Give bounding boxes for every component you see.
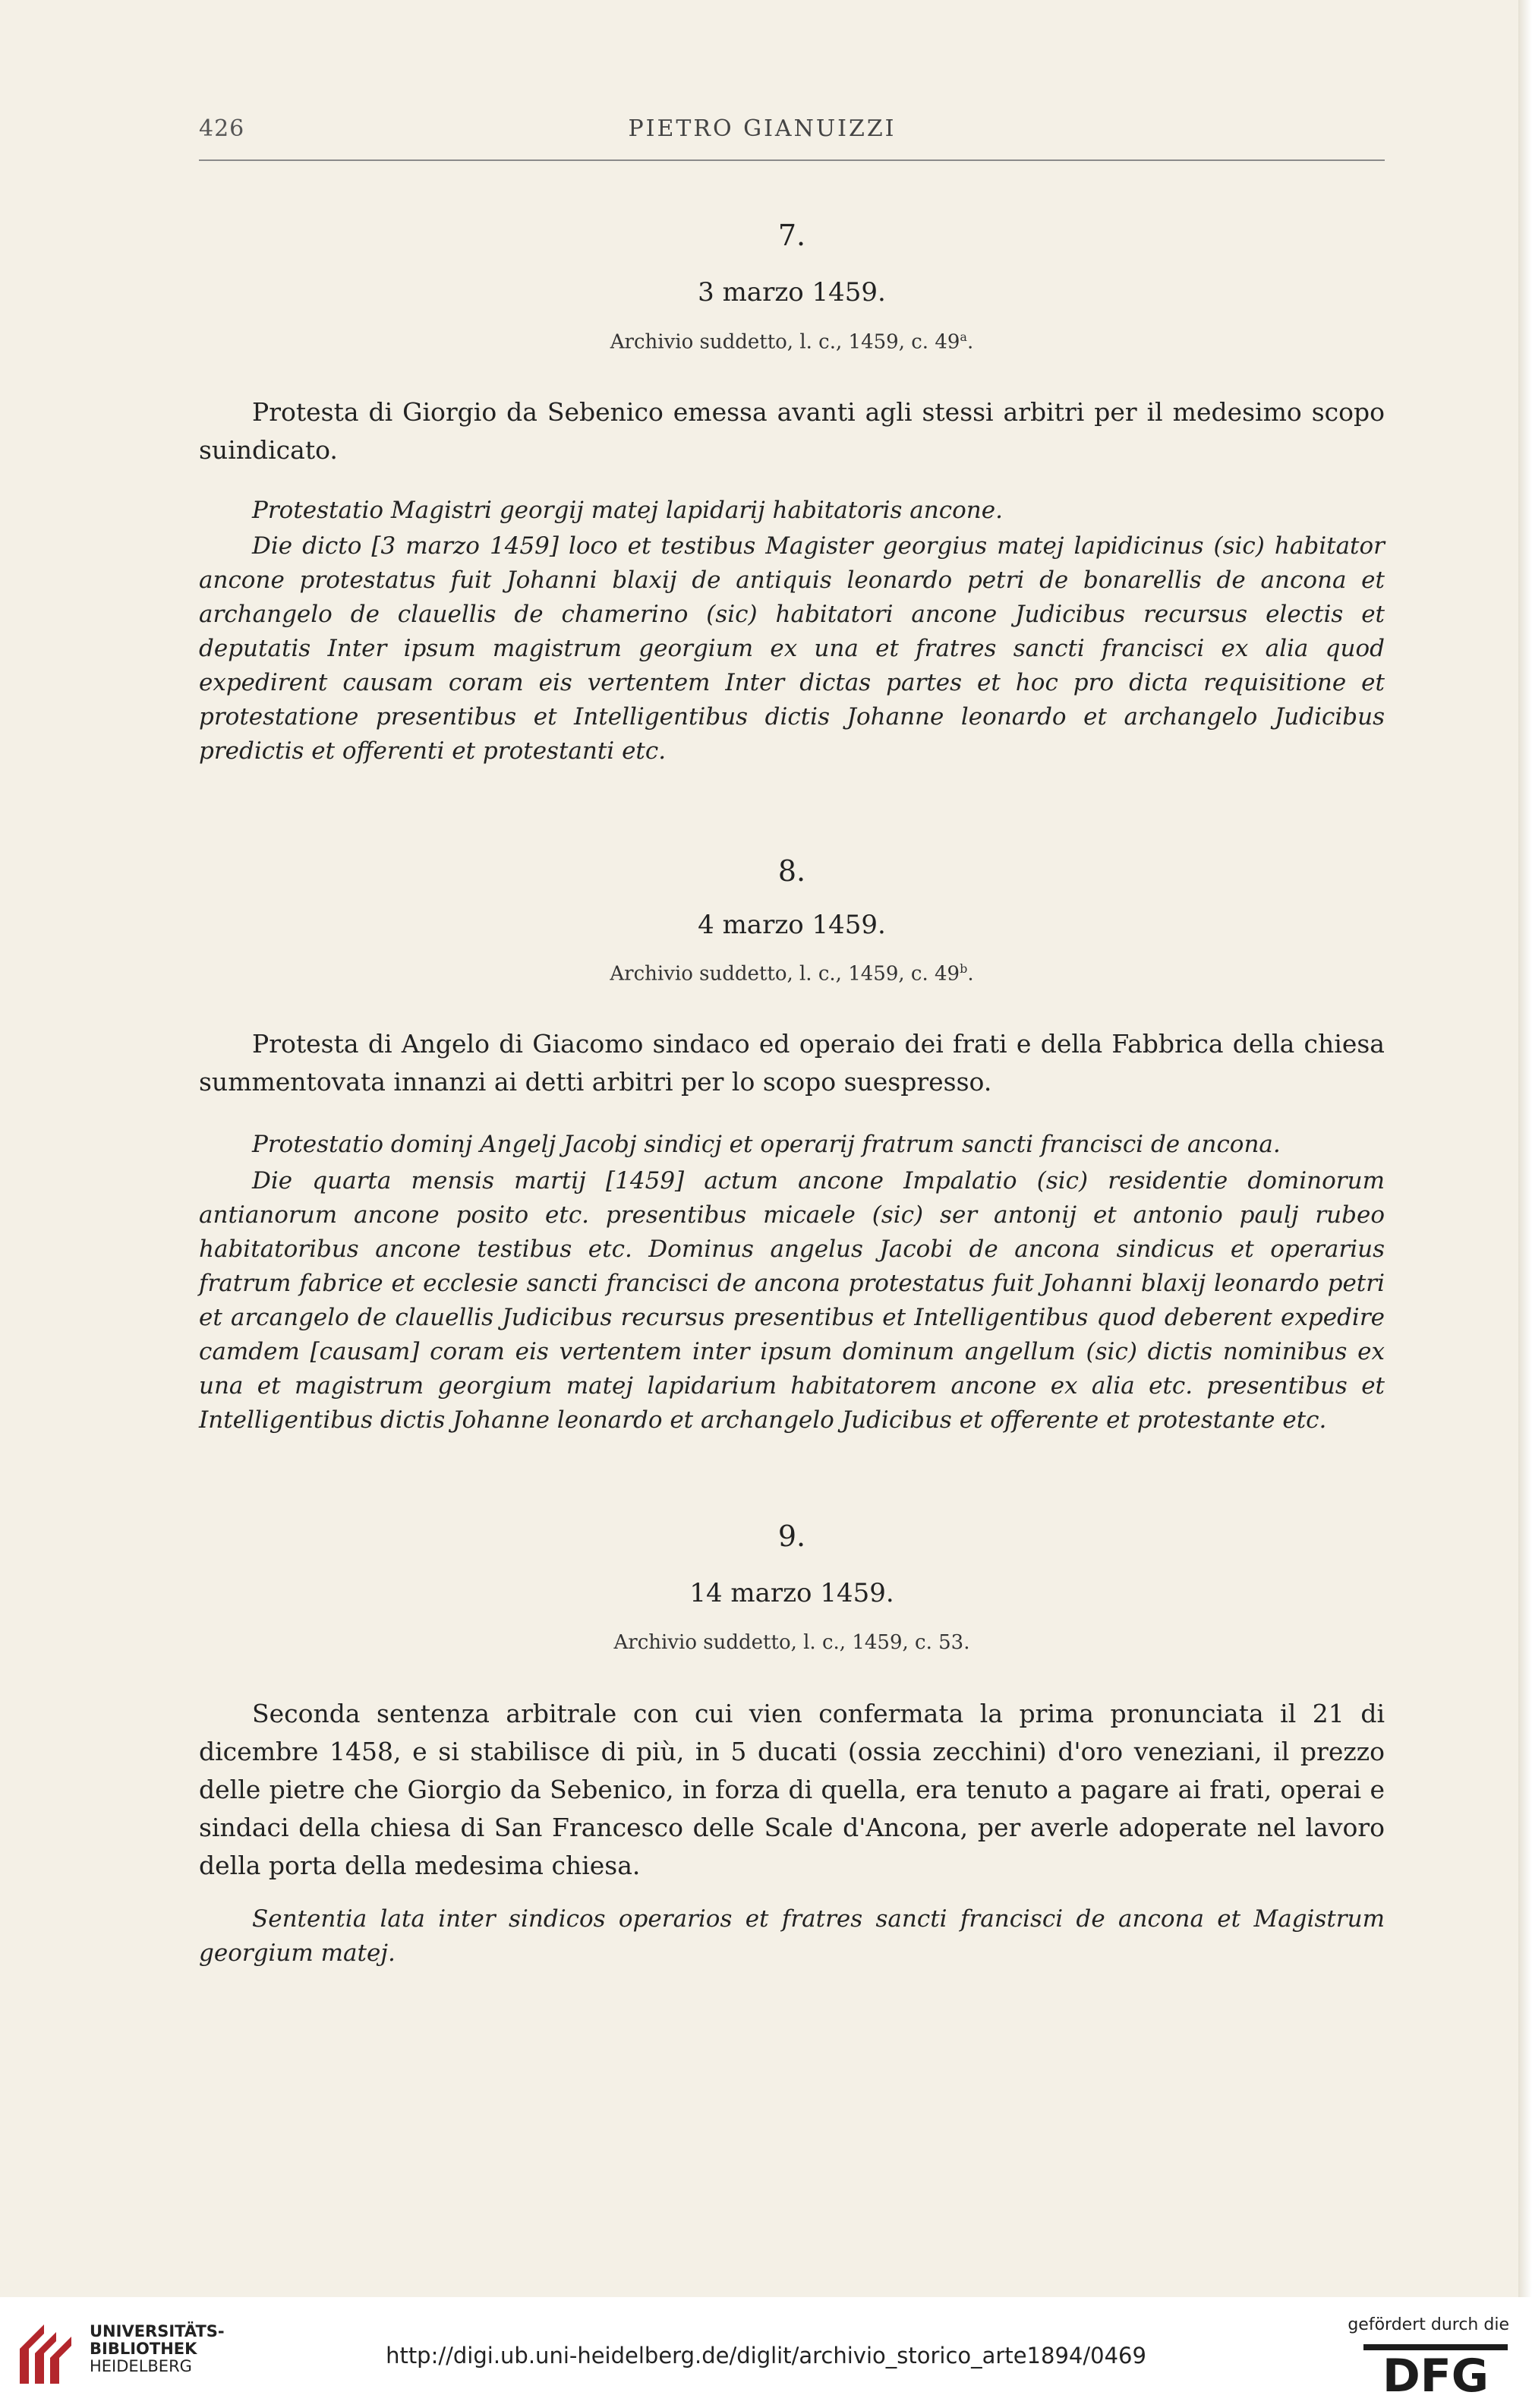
section-9-latin-title: Sententia lata inter sindicos operarios et fratres sancti francisci de ancona et Magistrum georgium matej. [199, 1905, 1385, 1967]
section-9-archive-ref: Archivio suddetto, l. c., 1459, c. 53. [613, 1631, 970, 1654]
page-number: 426 [199, 115, 245, 142]
section-9-date: 14 marzo 1459. [689, 1578, 894, 1608]
section-8-latin-body: Die quarta mensis martij [1459] actum ancone Impalatio (sic) residentie dominorum antianorum ancone posito etc. presentibus micaele (sic) ser antonij et antonio paulj rubeo habitatoribus ancone testibus etc. Dominus angelus Jacobi de ancona sindicus et operarius fratrum fabrice et ecclesie sancti francisci de ancona protestatus fuit Johanni blaxij leonardo petri et arcangelo de clauellis Judicibus recursus presentibus et Intelligentibus quod deberent expedire camdem [causam] coram eis vertentem inter ipsum dominum angellum (sic) dictis nominibus ex una et magistrum georgium matej lapidarium habitatorem ancone ex alia etc. presentibus et Intelligentibus dictis Johanne leonardo et archangelo Judicibus et offerente et protestante etc. [199, 1167, 1385, 1434]
source-url-link[interactable]: http://digi.ub.uni-heidelberg.de/diglit/archivio_storico_arte1894/0469 [386, 2343, 1146, 2369]
section-7-archive-ref: Archivio suddetto, l. c., 1459, c. 49$^a$. [610, 330, 974, 354]
section-8-archive-ref: Archivio suddetto, l. c., 1459, c. 49$^b$. [610, 961, 974, 986]
section-9-number: 9. [777, 1520, 806, 1553]
running-title: PIETRO GIANUIZZI [628, 115, 897, 142]
funding-label: gefördert durch die [1348, 2315, 1509, 2334]
section-8-latin-title: Protestatio dominj Angelj Jacobj sindicj et operarij fratrum sancti francisci de ancona. [252, 1131, 1281, 1158]
section-7-number: 7. [777, 219, 806, 252]
page-header [0, 115, 1524, 161]
section-8-number: 8. [777, 854, 806, 888]
header-rule [199, 159, 1385, 161]
section-8-summary: Protesta di Angelo di Giacomo sindaco ed operaio dei frati e della Fabbrica della chiesa summentovata innanzi ai detti arbitri per lo scopo suespresso. [199, 1029, 1385, 1097]
section-9-summary: Seconda sentenza arbitrale con cui vien confermata la prima pronunciata il 21 di dicembre 1458, e si stabilisce di più, in 5 ducati (ossia zecchini) d'oro veneziani, il prezzo delle pietre che Giorgio da Sebenico, in forza di quella, era tenuto a pagare ai frati, operai e sindaci della chiesa di San Francesco delle Scale d'Ancona, per averle adoperate nel lavoro della porta della medesima chiesa. [199, 1699, 1385, 1880]
section-7-latin-title: Protestatio Magistri georgij matej lapidarij habitatoris ancone. [252, 497, 1003, 524]
university-library-name: UNIVERSITÄTS- BIBLIOTHEK HEIDELBERG [90, 2322, 225, 2375]
section-8-date: 4 marzo 1459. [698, 910, 886, 940]
dfg-logo-icon [1363, 2341, 1508, 2394]
footer-bar [0, 2297, 1532, 2408]
section-7-summary: Protesta di Giorgio da Sebenico emessa avanti agli stessi arbitri per il medesimo scopo suindicato. [199, 397, 1385, 465]
scan-edge [1518, 0, 1532, 2297]
section-7-latin-body: Die dicto [3 marzo 1459] loco et testibus Magister georgius matej lapidicinus (sic) habitator ancone protestatus fuit Johanni blaxij de antiquis leonardo petri de bonarellis de ancona et archangelo de clauellis de chamerino (sic) habitatori ancone Judicibus recursus electis et deputatis Inter ipsum magistrum georgium ex una et fratres sancti francisci ex alia quod expedirent causam coram eis vertentem Inter dictas partes et hoc pro dicta requisitione et protestatione presentibus et Intelligentibus dictis Johanne leonardo et archangelo Judicibus predictis et offerenti et protestanti etc. [199, 532, 1385, 765]
section-7-date: 3 marzo 1459. [698, 277, 886, 308]
svg-text:DFG: DFG [1382, 2350, 1489, 2394]
